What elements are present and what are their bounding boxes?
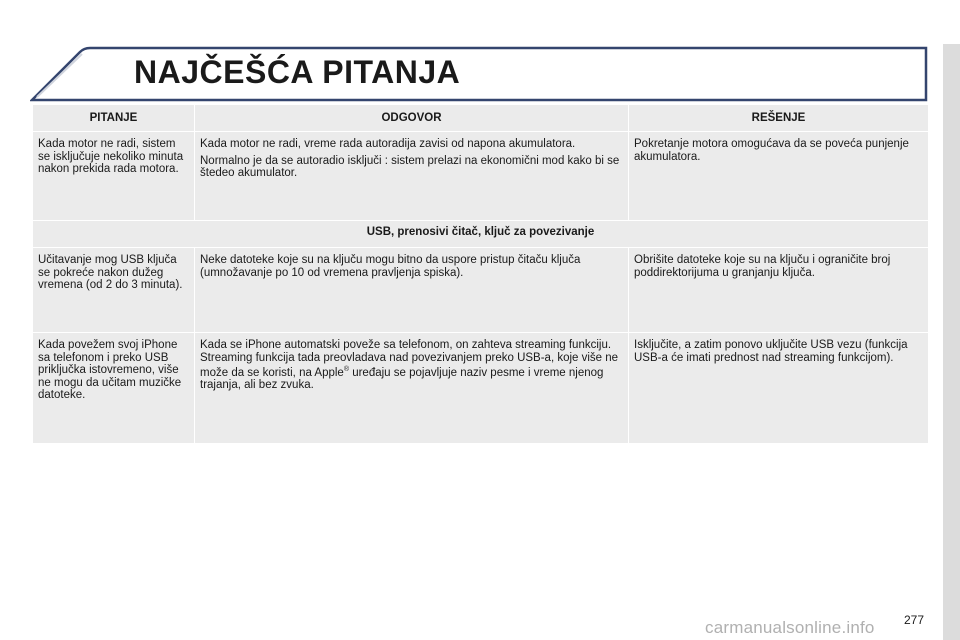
column-header-answer: ODGOVOR — [195, 105, 629, 132]
section-row — [33, 221, 929, 248]
answer-cell — [195, 333, 629, 444]
answer-cell — [195, 132, 629, 221]
solution-cell: Pokretanje motora omogućava da se poveća punjenje akumulatora. — [629, 132, 929, 221]
side-bar — [943, 44, 960, 640]
solution-cell: Obrišite datoteke koje su na ključu i ograničite broj poddirektorijuma u granjanju ključa. — [629, 248, 929, 333]
table-row — [33, 132, 929, 221]
answer-text: uređaju se pojavljuje naziv pesme i vreme njenog trajanja, ali bez zvuka. — [200, 366, 604, 392]
answer-cell: Neke datoteke koje su na ključu mogu bitno da uspore pristup čitaču ključa (umnožavanje po 10 od vremena pravljenja spiska). — [195, 248, 629, 333]
answer-paragraph: Normalno je da se autoradio isključi : sistem prelazi na ekonomični mod kako bi se štedeo akumulator. — [200, 154, 620, 179]
section-title: USB, prenosivi čitač, ključ za povezivanje — [33, 221, 929, 248]
answer-paragraph: Kada motor ne radi, vreme rada autoradija zavisi od napona akumulatora. — [200, 138, 576, 150]
column-header-solution: REŠENJE — [629, 105, 929, 132]
page-title: NAJČEŠĆA PITANJA — [134, 54, 461, 90]
faq-table — [32, 104, 929, 444]
question-cell: Učitavanje mog USB ključa se pokreće nakon dužeg vremena (od 2 do 3 minuta). — [33, 248, 195, 333]
registered-mark: ® — [343, 366, 350, 373]
watermark: carmanualsonline.info — [705, 618, 875, 637]
answer-text: Kada se iPhone automatski poveže sa telefonom, on zahteva streaming funkciju. Streaming funkcija tada preovladava nad povezivanjem preko USB-a, koje više ne može da se koristi, na Apple — [200, 339, 619, 379]
question-cell: Kada povežem svoj iPhone sa telefonom i preko USB priključka istovremeno, više ne mogu da učitam muzičke datoteke. — [33, 333, 195, 444]
table-row — [33, 333, 929, 444]
page-number: 277 — [904, 613, 925, 627]
column-header-question: PITANJE — [33, 105, 195, 132]
question-cell: Kada motor ne radi, sistem se isključuje nekoliko minuta nakon prekida rada motora. — [33, 132, 195, 221]
table-header-row — [33, 105, 929, 132]
solution-cell: Isključite, a zatim ponovo uključite USB vezu (funkcija USB-a će imati prednost nad streaming funkcijom). — [629, 333, 929, 444]
table-row — [33, 248, 929, 333]
